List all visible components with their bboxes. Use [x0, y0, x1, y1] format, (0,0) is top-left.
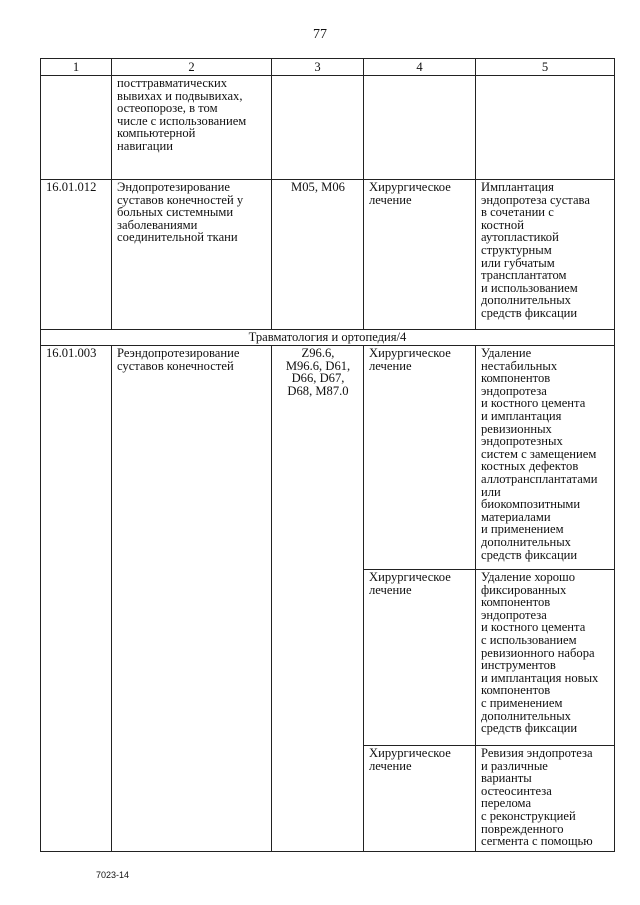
cell-text-line: M96.6, D61, — [285, 358, 351, 373]
cell-text-line: Реэндопротезирование — [117, 346, 240, 360]
cell-text-line: компьютерной — [117, 126, 196, 141]
cell-text-line: эндопротеза — [481, 607, 547, 622]
cell-text-line: средств фиксации — [481, 305, 578, 320]
cell-text-line: или — [481, 484, 501, 499]
table-cell-col5 — [476, 746, 615, 852]
table-cell-col1 — [41, 180, 112, 330]
cell-text-line: дополнительных — [481, 293, 571, 308]
cell-text-line: и использованием — [481, 280, 578, 295]
table-cell-col2 — [112, 76, 272, 180]
cell-text-line: нестабильных — [481, 358, 558, 373]
cell-text-line: лечение — [369, 758, 412, 773]
cell-text-line: ревизионных — [481, 421, 552, 436]
table-cell-col4 — [364, 570, 476, 746]
cell-text-line: Удаление — [481, 346, 532, 360]
table-row — [41, 76, 615, 180]
cell-text-line: компонентов — [481, 683, 551, 698]
cell-text-line: Имплантация — [481, 180, 554, 194]
cell-text-line: 16.01.003 — [46, 346, 97, 360]
cell-text-line: и костного цемента — [481, 620, 586, 635]
cell-text-line: инструментов — [481, 658, 556, 673]
table-cell-col1 — [41, 346, 112, 852]
table-cell-col5 — [476, 180, 615, 330]
cell-text-line: и различные — [481, 758, 548, 773]
table-cell-col4 — [364, 346, 476, 570]
cell-text-line: посттравматических — [117, 76, 228, 90]
cell-text-line: суставов конечностей — [117, 358, 234, 373]
cell-text-line: Ревизия эндопротеза — [481, 746, 593, 760]
cell-text-line: биокомпозитными — [481, 497, 581, 512]
table-cell-col2 — [112, 180, 272, 330]
cell-text-line: больных системными — [117, 205, 234, 220]
cell-text-line: аллотрансплантатами — [481, 471, 598, 486]
cell-text-line: структурным — [481, 242, 552, 257]
cell-text-line: лечение — [369, 192, 412, 207]
document-code: 7023-14 — [96, 870, 130, 880]
cell-text-line: D68, M87.0 — [287, 383, 349, 398]
cell-text-line: Хирургическое — [369, 180, 451, 194]
cell-text-line: с применением — [481, 695, 563, 710]
cell-text-line: дополнительных — [481, 534, 571, 549]
cell-text-line: фиксированных — [481, 582, 567, 597]
cell-text-line: варианты — [481, 771, 532, 786]
table-cell-col5 — [476, 76, 615, 180]
table-cell-col3 — [272, 76, 364, 180]
cell-text-line: компонентов — [481, 371, 551, 386]
cell-text-line: систем с замещением — [481, 446, 597, 461]
cell-text-line: эндопротеза сустава — [481, 192, 590, 207]
column-number-header: 3 — [272, 59, 364, 76]
cell-text-line: трансплантатом — [481, 268, 567, 283]
cell-text-line: и костного цемента — [481, 396, 586, 411]
section-heading: Травматология и ортопедия/4 — [41, 330, 615, 346]
cell-text-line: лечение — [369, 582, 412, 597]
cell-text-line: Удаление хорошо — [481, 570, 576, 584]
cell-text-line: в сочетании с — [481, 205, 554, 220]
section-heading-row — [41, 330, 615, 346]
cell-text-line: с реконструкцией — [481, 808, 576, 823]
cell-text-line: эндопротезных — [481, 434, 563, 449]
cell-text-line: лечение — [369, 358, 412, 373]
cell-text-line: числе с использованием — [117, 113, 247, 128]
cell-text-line: и применением — [481, 522, 564, 537]
table-cell-col4 — [364, 746, 476, 852]
cell-text-line: костных дефектов — [481, 459, 579, 474]
cell-text-line: остеосинтеза — [481, 783, 552, 798]
cell-text-line: Хирургическое — [369, 746, 451, 760]
cell-text-line: дополнительных — [481, 708, 571, 723]
table-cell-col3 — [272, 346, 364, 852]
table-cell-col4 — [364, 76, 476, 180]
cell-text-line: Хирургическое — [369, 346, 451, 360]
cell-text-line: или губчатым — [481, 255, 555, 270]
page-number: 77 — [313, 27, 327, 42]
cell-text-line: Хирургическое — [369, 570, 451, 584]
table-cell-col1 — [41, 76, 112, 180]
cell-text-line: компонентов — [481, 595, 551, 610]
cell-text-line: D66, D67, — [291, 371, 345, 386]
table-row — [41, 180, 615, 330]
column-number-header: 1 — [41, 59, 112, 76]
procedures-table — [40, 58, 615, 852]
cell-text-line: перелома — [481, 796, 532, 811]
cell-text-line: с использованием — [481, 632, 577, 647]
cell-text-line: заболеваниями — [117, 217, 198, 232]
cell-text-line: и имплантация — [481, 408, 562, 423]
cell-text-line: суставов конечностей у — [117, 192, 244, 207]
column-number-header: 4 — [364, 59, 476, 76]
cell-text-line: костной — [481, 217, 524, 232]
cell-text-line: Z96.6, — [301, 346, 335, 360]
cell-text-line: и имплантация новых — [481, 670, 599, 685]
cell-text-line: аутопластикой — [481, 230, 559, 245]
cell-text-line: Эндопротезирование — [117, 180, 230, 194]
cell-text-line: средств фиксации — [481, 721, 578, 736]
table-row — [41, 346, 615, 570]
cell-text-line: M05, M06 — [291, 180, 345, 194]
cell-text-line: вывихах и подвывихах, — [117, 88, 243, 103]
table-cell-col4 — [364, 180, 476, 330]
cell-text-line: сегмента с помощью — [481, 834, 593, 849]
table-cell-col5 — [476, 346, 615, 570]
table-cell-col3 — [272, 180, 364, 330]
table-cell-col5 — [476, 570, 615, 746]
cell-text-line: ревизионного набора — [481, 645, 595, 660]
cell-text-line: эндопротеза — [481, 383, 547, 398]
table-cell-col2 — [112, 346, 272, 852]
cell-text-line: средств фиксации — [481, 547, 578, 562]
column-number-header: 5 — [476, 59, 615, 76]
cell-text-line: соединительной ткани — [117, 230, 238, 245]
cell-text-line: 16.01.012 — [46, 180, 97, 194]
cell-text-line: поврежденного — [481, 821, 564, 836]
column-number-header: 2 — [112, 59, 272, 76]
cell-text-line: материалами — [481, 509, 551, 524]
cell-text-line: остеопорозе, в том — [117, 101, 218, 116]
table-header-row — [41, 59, 615, 76]
cell-text-line: навигации — [117, 138, 173, 153]
